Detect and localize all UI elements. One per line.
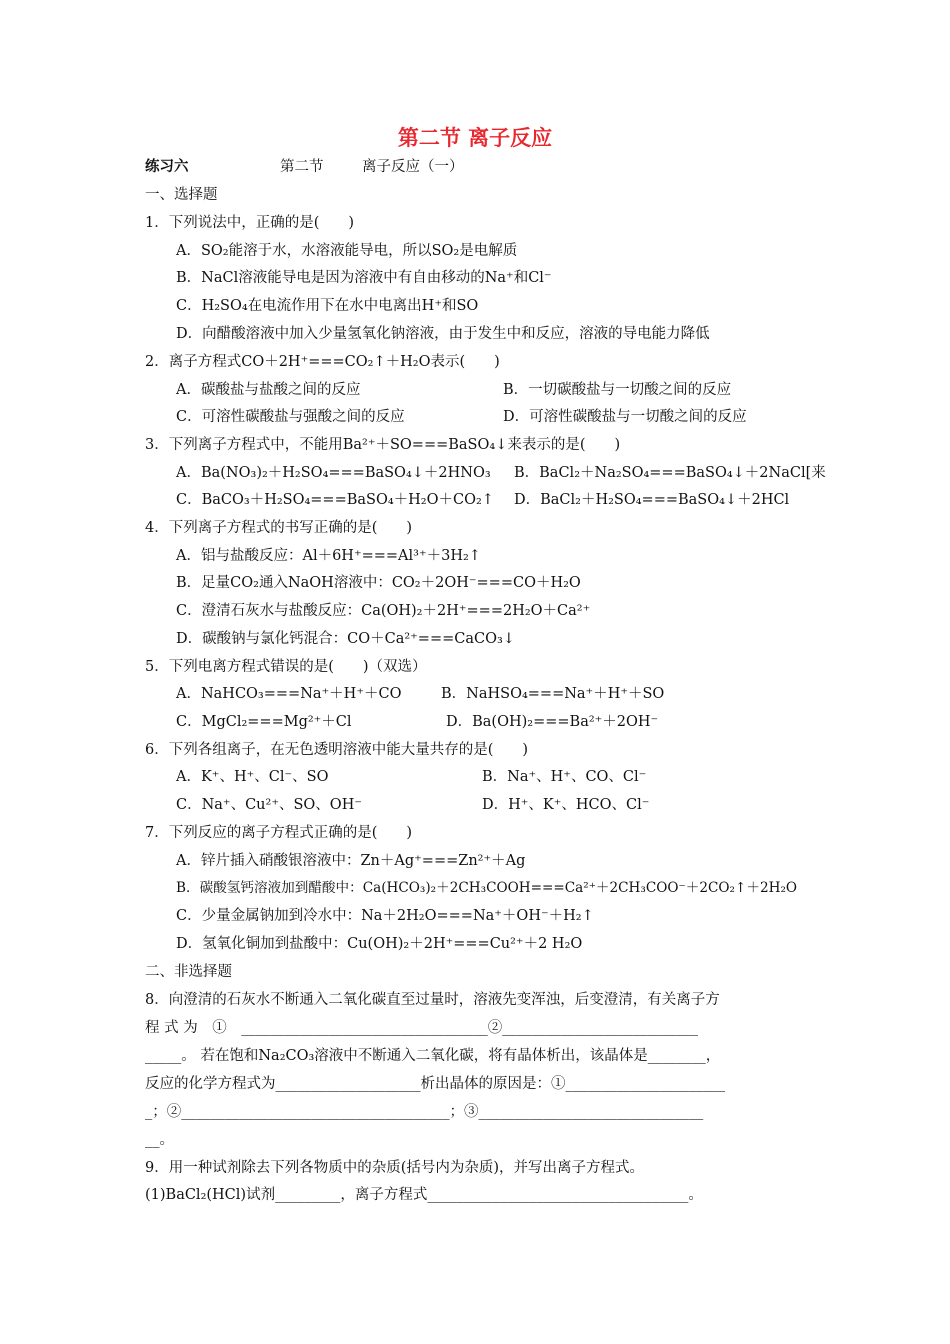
question-stem: 4．下列离子方程式的书写正确的是( ) <box>145 520 413 536</box>
option: C．H₂SO₄在电流作用下在水中电离出H⁺和SO <box>176 298 479 314</box>
answer-line: _；②_____________________________________；③_______________________________ <box>145 1104 704 1120</box>
option: A．锌片插入硝酸银溶液中：Zn＋Ag⁺===Zn²⁺＋Ag <box>176 853 526 869</box>
option: A．碳酸盐与盐酸之间的反应 <box>176 382 361 398</box>
option: B．BaCl₂＋Na₂SO₄===BaSO₄↓＋2NaCl[来 <box>514 465 826 481</box>
option: B．碳酸氢钙溶液加到醋酸中：Ca(HCO₃)₂＋2CH₃COOH===Ca²⁺＋2CH₃COO⁻＋2CO₂↑＋2H₂O <box>176 880 798 896</box>
option: C．BaCO₃＋H₂SO₄===BaSO₄＋H₂O＋CO₂↑ <box>176 492 494 508</box>
option: C．澄清石灰水与盐酸反应：Ca(OH)₂＋2H⁺===2H₂O＋Ca²⁺ <box>176 603 591 619</box>
option: C．少量金属钠加到冷水中：Na＋2H₂O===Na⁺＋OH⁻＋H₂↑ <box>176 908 594 924</box>
option: D．H⁺、K⁺、HCO、Cl⁻ <box>482 797 650 813</box>
question-stem: 9．用一种试剂除去下列各物质中的杂质(括号内为杂质)，并写出离子方程式。 <box>145 1160 645 1176</box>
option: A．铝与盐酸反应：Al＋6H⁺===Al³⁺＋3H₂↑ <box>176 548 481 564</box>
answer-line: _____。 若在饱和Na₂CO₃溶液中不断通入二氧化碳，将有晶体析出，该晶体是________， <box>145 1048 721 1064</box>
question-stem: 3．下列离子方程式中，不能用Ba²⁺＋SO===BaSO₄↓来表示的是( ) <box>145 437 621 453</box>
answer-line: (1)BaCl₂(HCl)试剂_________，离子方程式____________________________________。 <box>145 1187 703 1203</box>
option: B．足量CO₂通入NaOH溶液中：CO₂＋2OH⁻===CO＋H₂O <box>176 575 581 591</box>
answer-line: 程 式 为 ① __________________________________②___________________________ <box>145 1020 698 1036</box>
option: B．Na⁺、H⁺、CO、Cl⁻ <box>482 769 647 785</box>
exercise-label: 练习六 <box>145 159 189 175</box>
question-stem: 1．下列说法中，正确的是( ) <box>145 215 355 231</box>
option: D．Ba(OH)₂===Ba²⁺＋2OH⁻ <box>446 714 659 730</box>
option: C．Na⁺、Cu²⁺、SO、OH⁻ <box>176 797 362 813</box>
option: C．MgCl₂===Mg²⁺＋Cl <box>176 714 352 730</box>
section-label: 第二节 <box>280 159 324 175</box>
page-title: 第二节 离子反应 <box>397 126 553 150</box>
topic-label: 离子反应（一） <box>362 159 464 175</box>
answer-line: __。 <box>145 1132 174 1148</box>
option: B．NaCl溶液能导电是因为溶液中有自由移动的Na⁺和Cl⁻ <box>176 270 552 286</box>
option: A．Ba(NO₃)₂＋H₂SO₄===BaSO₄↓＋2HNO₃ <box>176 465 491 481</box>
part-heading: 二、非选择题 <box>145 964 232 980</box>
question-stem: 7．下列反应的离子方程式正确的是( ) <box>145 825 413 841</box>
option: B．NaHSO₄===Na⁺＋H⁺＋SO <box>441 686 665 702</box>
option: D．可溶性碳酸盐与一切酸之间的反应 <box>503 409 747 425</box>
option: A．NaHCO₃===Na⁺＋H⁺＋CO <box>176 686 402 702</box>
option: D．碳酸钠与氯化钙混合：CO＋Ca²⁺===CaCO₃↓ <box>176 631 515 647</box>
option: D．向醋酸溶液中加入少量氢氧化钠溶液，由于发生中和反应，溶液的导电能力降低 <box>176 326 710 342</box>
option: D．BaCl₂＋H₂SO₄===BaSO₄↓＋2HCl <box>514 492 790 508</box>
question-stem: 8．向澄清的石灰水不断通入二氧化碳直至过量时，溶液先变浑浊，后变澄清，有关离子方 <box>145 992 720 1008</box>
option: A．K⁺、H⁺、Cl⁻、SO <box>176 769 329 785</box>
option: C．可溶性碳酸盐与强酸之间的反应 <box>176 409 405 425</box>
option: B．一切碳酸盐与一切酸之间的反应 <box>503 382 732 398</box>
option: A．SO₂能溶于水，水溶液能导电，所以SO₂是电解质 <box>176 243 518 259</box>
answer-line: 反应的化学方程式为____________________析出晶体的原因是：①______________________ <box>145 1076 725 1092</box>
part-heading: 一、选择题 <box>145 187 218 203</box>
question-stem: 2．离子方程式CO＋2H⁺===CO₂↑＋H₂O表示( ) <box>145 354 500 370</box>
question-stem: 5．下列电离方程式错误的是( )（双选） <box>145 659 427 675</box>
question-stem: 6．下列各组离子，在无色透明溶液中能大量共存的是( ) <box>145 742 529 758</box>
option: D．氢氧化铜加到盐酸中：Cu(OH)₂＋2H⁺===Cu²⁺＋2 H₂O <box>176 936 583 952</box>
